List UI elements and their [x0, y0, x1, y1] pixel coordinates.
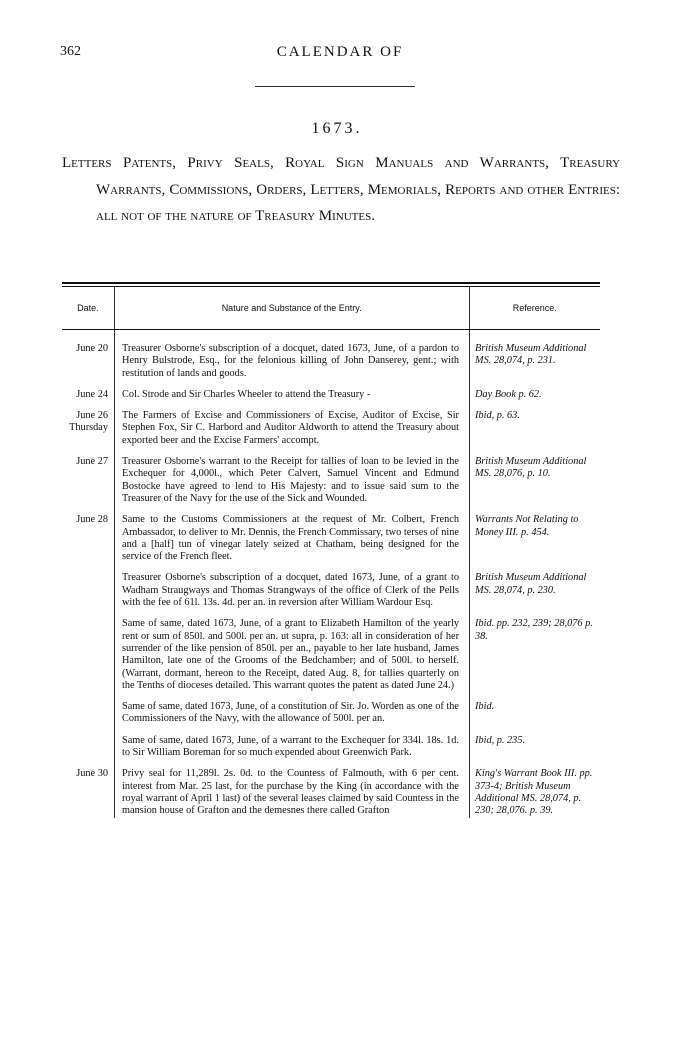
entry-text: Col. Strode and Sir Charles Wheeler to attend the Treasury - — [122, 388, 371, 400]
table-row — [62, 389, 600, 401]
year-heading: 1673. — [311, 120, 363, 137]
column-divider — [114, 330, 115, 818]
heading-line-4: Minutes. — [318, 208, 375, 224]
entry-reference: King's Warrant Book III. pp. 373-4; British Museum Additional MS. 28,074, p. 230; 28,076. p. 39. — [475, 768, 593, 817]
entry-text: The Farmers of Excise and Commissioners of Excise, Auditor of Excise, Sir Stephen Fox, Sir C. Harbord and Auditor Aldworth to attend the Treasury about exported beer and the Excise Farmers' accompt. — [122, 410, 459, 446]
table-row — [62, 456, 600, 505]
entry-text: Same to the Customs Commissioners at the request of Mr. Colbert, French Ambassador, to deliver to Mr. Dennis, the French Commissary, two terses of nine and a [half] tun of vinegar lately seized at Chatham, being designed for the service of the French fleet. — [122, 514, 459, 563]
entry-reference: British Museum Additional MS. 28,074, p. 231. — [475, 343, 587, 367]
entry-reference: Warrants Not Relating to Money III. p. 454. — [475, 514, 579, 538]
entry-reference: Day Book p. 62. — [475, 388, 542, 400]
entry-date — [62, 735, 114, 760]
entry-date: June 27 — [76, 456, 108, 468]
col-entry-header: Nature and Substance of the Entry. — [114, 287, 470, 329]
table-row — [62, 768, 600, 817]
entry-text: Treasurer Osborne's subscription of a docquet, dated 1673, June, of a grant to Wadham Straugways and Thomas Strangways of the office of Clerk of the Pells with the fee of 61l. 13s. 4d. per an. in reversion after William Wardour Esq. — [122, 572, 459, 609]
entry-date: June 26 Thursday — [69, 410, 108, 434]
col-date-header: Date. — [77, 303, 99, 313]
table-header — [62, 287, 600, 330]
entry-reference: Ibid. — [475, 701, 495, 713]
entry-text: Privy seal for 11,289l. 2s. 0d. to the Countess of Falmouth, with 6 per cent. interest from Mar. 25 last, for the purchase by the King (in accordance with the royal warrant of April 1 last) of the several leases claimed by said Countess in the mansion house of Grafton and the demesnes there called Grafton — [122, 768, 459, 817]
entry-reference: Ibid. pp. 232, 239; 28,076 p. 38. — [475, 618, 593, 642]
entry-text: Same of same, dated 1673, June, of a warrant to the Exchequer for 334l. 18s. 1d. to Sir William Boreman for so much expended about Greenwich Park. — [122, 734, 459, 759]
entry-date: June 20 — [76, 343, 108, 354]
table-row — [62, 735, 600, 760]
column-divider — [469, 330, 470, 818]
entry-text: Same of same, dated 1673, June, of a constitution of Sir. Jo. Worden as one of the Commissioners of the Navy, with the allowance of 500l. per an. — [122, 701, 459, 725]
entry-reference: British Museum Additional MS. 28,074, p. 230. — [475, 572, 587, 596]
page-number: 362 — [60, 44, 81, 59]
table-row — [62, 701, 600, 726]
entry-date: June 30 — [76, 768, 108, 780]
section-heading — [62, 150, 620, 230]
table-row — [62, 618, 600, 692]
table-row — [62, 410, 600, 447]
running-title: CALENDAR OF — [276, 44, 404, 60]
entry-date: June 28 — [76, 514, 108, 526]
heading-line-1: Letters Patents, Privy Seals, Royal Sign Manuals and Warrants, — [62, 155, 549, 171]
table-body — [62, 330, 600, 818]
entry-date — [62, 618, 114, 692]
entry-date — [62, 701, 114, 726]
entry-text: Same of same, dated 1673, June, of a grant to Elizabeth Hamilton of the yearly rent or sum of 850l. and 500l. per an. ut supra, p. 163: all in consideration of her surrender of the like pension of 850l. per an., payable to her late husband, James Hamilton, late one of the Grooms of the Bedchamber; and of 500l. to herself. (Warrant, dormant, hereon to the Receipt, dated Aug. 8, for tallies quarterly on the Tenths of dioceses detailed. This warrant quotes the patent as dated June 24.) — [122, 618, 459, 691]
header-rule — [255, 86, 415, 87]
entry-text: Treasurer Osborne's subscription of a docquet, dated 1673, June, of a pardon to Henry Bulstrode, Esq., for the felonious killing of John Danserey, gent.; with restitution of lands and goods. — [122, 343, 459, 379]
entries-table — [62, 282, 600, 827]
entry-reference: Ibid, p. 63. — [475, 410, 520, 422]
table-top-rule — [62, 282, 600, 284]
heading-line-3: Reports and other Entries: all not of the nature of Treasury — [96, 181, 621, 224]
entry-date — [62, 572, 114, 609]
col-reference-header: Reference. — [512, 303, 557, 313]
table-row — [62, 343, 600, 380]
entry-reference: Ibid, p. 235. — [475, 734, 526, 746]
table-row — [62, 572, 600, 609]
entry-date: June 24 — [76, 388, 108, 400]
entry-text: Treasurer Osborne's warrant to the Receipt for tallies of loan to be levied in the Exchequer for 4,000l., which Peter Calvert, Samuel Vincent and Edmund Bostocke have agreed to lend to His Majesty: and to issue said sum to the Treasurer of the Navy for the use of the Sick and Wounded. — [122, 456, 459, 504]
heading-line-2: Treasury Warrants, Commissions, Orders, Letters, Memorials, — [96, 155, 621, 198]
entry-reference: British Museum Additional MS. 28,076, p. 10. — [475, 456, 587, 480]
page-header — [60, 44, 620, 64]
table-row — [62, 514, 600, 563]
